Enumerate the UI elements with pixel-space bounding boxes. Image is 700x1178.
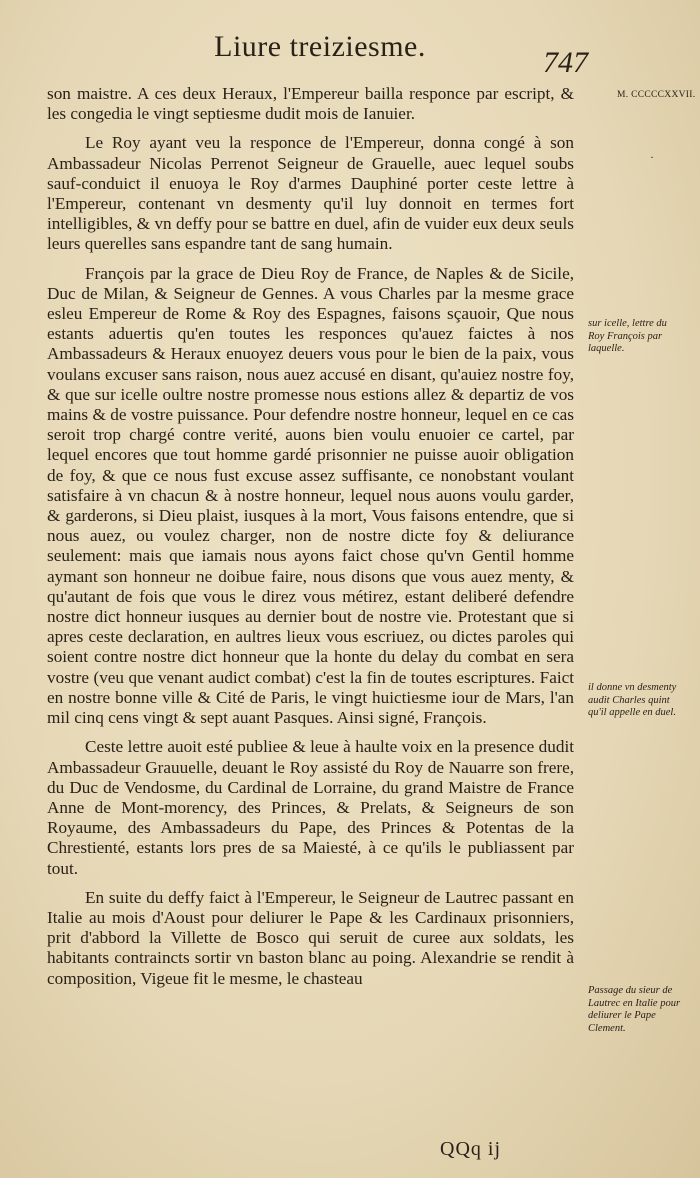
paragraph-letter: François par la grace de Dieu Roy de France, de Naples & de Sicile, Duc de Milan, & Seigneur de Gennes. A vous Charles par la mesme grace esleu Empereur de Rome & Roy des Espagnes, faisons sçauoir, Que nous estants aduertis qu'en toutes les responces qu'auez faictes à nos Ambassadeurs & Heraux enuoyez deuers vous pour le bien de la paix, vous voulans excuser sans raison, nous auez accusé en disant, qu'auiez nostre foy, & que sur icelle oultre nostre promesse nous estions allez & departiz de vos mains & de vostre puissance. Pour defendre nostre honneur, lequel en ce cas seroit trop chargé contre verité, auons bien voulu enuoier ce cartel, par lequel encores que tout homme gardé prisonnier ne puisse auoir obligation de foy, & que ce nous fust excuse assez suffisante, ce nonobstant voulant satisfaire à vn chacun & à nostre honneur, lequel nous auons voulu garder, & garderons, si Dieu plaist, iusques à la mort, Vous faisons entendre, que si nous auez, ou voulez charger, non de nostre dicte foy & deliurance seulement: mais que iamais nous ayons faict chose qu'vn Gentil homme aymant son honneur ne doibue faire, nous disons que vous auez menty, & qu'autant de fois que vous le direz vous métirez, estant deliberé defendre nostre dict honneur iusques au dernier bout de nostre vie. Protestant que si apres ceste declaration, en aultres lieux vous escriuez, ou dictes paroles qui soient contre nostre dict honneur que la honte du delay du combat en sera vostre (veu que venant audict combat) c'est la fin de toutes escriptures. Faict en nostre bonne ville & Cité de Paris, le vingt huictiesme iour de Mars, l'an mil cinq cens vingt & sept auant Pasques. Ainsi signé, François. (47, 263, 574, 728)
margin-note-lautrec: Passage du sieur de Lautrec en Italie pour deliurer le Pape Clement. (588, 985, 681, 1034)
signature-mark: QQq ij (440, 1138, 501, 1160)
paragraph-king-reply: Le Roy ayant veu la responce de l'Empereur, donna congé à son Ambassadeur Nicolas Perrenot Seigneur de Grauelle, auec lequel soubs sauf-conduict il enuoya le Roy d'armes Dauphiné porter ceste lettre à l'Empereur, contenant vn desmenty qu'il luy donnoit en termes fort intelligibles, & vn deffy pour se battre en duel, afin de vuider eux deux seuls leurs querelles sans espandre tant de sang humain. (47, 133, 574, 254)
body-text (47, 84, 574, 989)
margin-note-letter: sur icelle, lettre du Roy François par laquelle. (588, 318, 667, 354)
margin-note-duel: il donne vn desmenty audit Charles quint qu'il appelle en duel. (588, 682, 677, 718)
paragraph-publication: Ceste lettre auoit esté publiee & leue à haulte voix en la presence dudit Ambassadeur Grauuelle, deuant le Roy assisté du Roy de Nauarre son frere, du Duc de Vendosme, du Cardinal de Lorraine, du grand Maistre de France Anne de Mont-morency, des Princes, & Prelats, & Seigneurs de son Royaume, des Ambassadeurs du Pape, des Princes & Potentas de la Chrestienté, estants lors pres de sa Maiesté, à ce qu'ils le publiassent par tout. (47, 737, 574, 878)
paragraph-continuation: son maistre. A ces deux Heraux, l'Empereur bailla responce par escript, & les congedia le vingt septiesme dudit mois de Ianuier. (47, 84, 574, 124)
paragraph-lautrec: En suite du deffy faict à l'Empereur, le Seigneur de Lautrec passant en Italie au mois d'Aoust pour deliurer le Pape & les Cardinaux prisonniers, prit d'abbord la Villette de Bosco qui seruit de curee aux soldats, les habitants contraincts sortir vn baston blanc au poing. Alexandrie se rendit à composition, Vigeue fit le mesme, le chasteau (47, 887, 574, 988)
running-head: Liure treiziesme. (214, 30, 426, 63)
ink-mark: · (650, 150, 654, 164)
page-number: 747 (543, 46, 588, 79)
year-marker: M. CCCCCXXVII. (617, 90, 696, 100)
